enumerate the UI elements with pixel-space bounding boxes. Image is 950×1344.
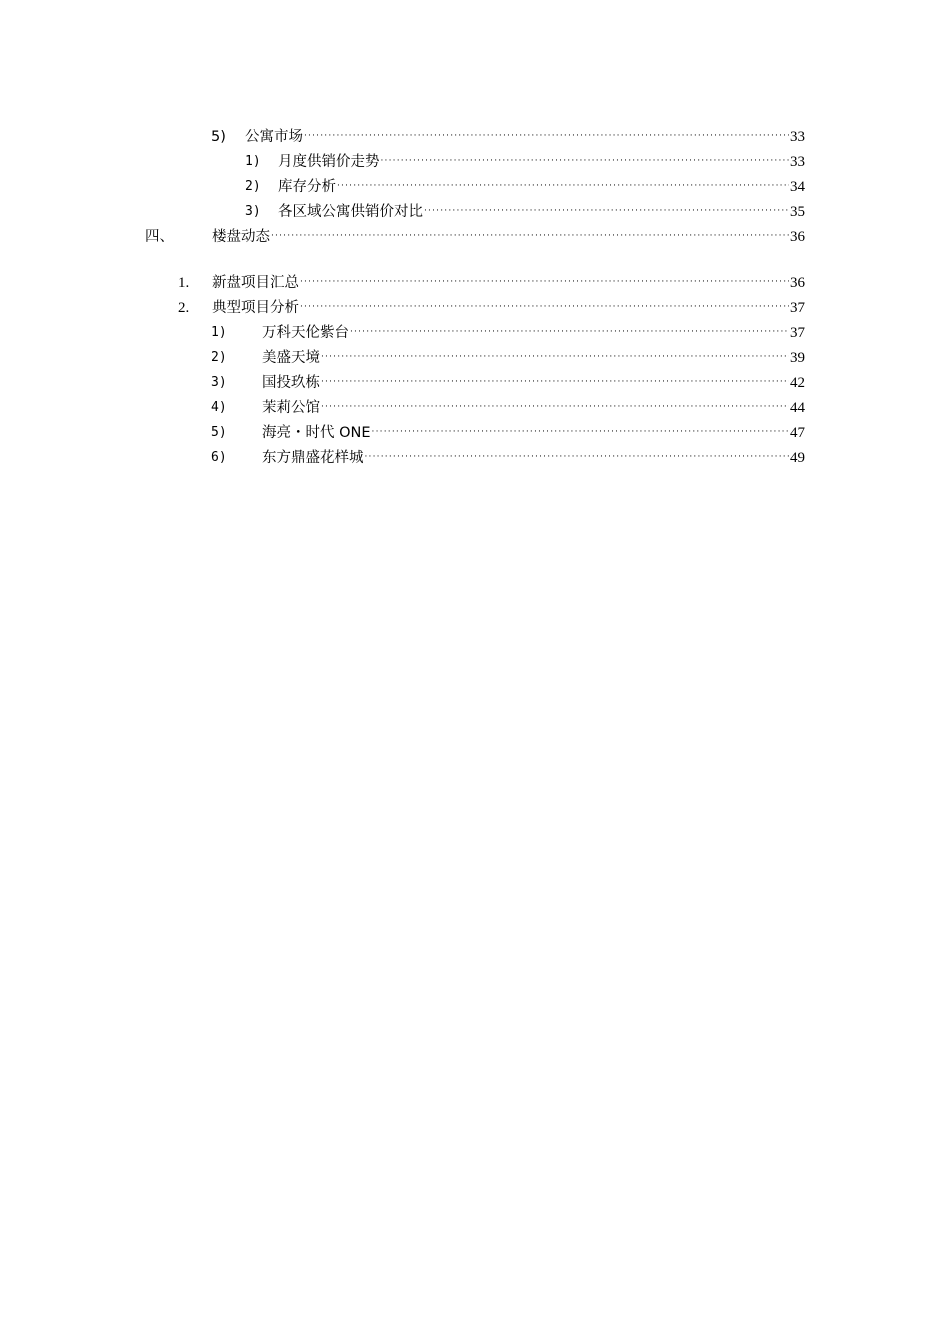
toc-leader (321, 346, 789, 368)
toc-entry[interactable] (0, 297, 950, 319)
toc-page-number: 47 (790, 425, 805, 441)
toc-leader (365, 446, 790, 468)
toc-leader (271, 225, 789, 247)
toc-entry[interactable] (0, 201, 950, 223)
toc-title: 国投玖栋 (262, 375, 320, 391)
toc-marker: 3) (245, 204, 261, 219)
toc-page-number: 44 (790, 400, 805, 416)
toc-page-number: 49 (790, 450, 805, 466)
toc-page-number: 42 (790, 375, 805, 391)
toc-entry[interactable] (0, 347, 950, 369)
toc-leader (304, 125, 789, 147)
toc-entry[interactable] (0, 226, 950, 248)
toc-page-number: 36 (790, 229, 805, 245)
toc-entry[interactable] (0, 126, 950, 148)
toc-page-number: 33 (790, 154, 805, 170)
toc-title: 公寓市场 (245, 129, 303, 145)
toc-marker: 四、 (145, 229, 174, 245)
toc-page-number: 34 (790, 179, 805, 195)
toc-entry[interactable] (0, 422, 950, 444)
toc-leader (381, 150, 790, 172)
toc-entry-body (245, 126, 805, 150)
toc-entry[interactable] (0, 372, 950, 394)
toc-page-number: 36 (790, 275, 805, 291)
toc-title: 新盘项目汇总 (212, 275, 299, 291)
toc-marker: 5) (211, 129, 226, 145)
toc-marker: 2) (211, 350, 227, 365)
toc-page-number: 37 (790, 300, 805, 316)
toc-leader (321, 371, 789, 393)
toc-marker: 3) (211, 375, 227, 390)
toc-marker: 4) (211, 400, 227, 415)
toc-leader (350, 321, 789, 343)
toc-entry-body (278, 201, 805, 225)
toc-entry-body (212, 226, 805, 250)
toc-entry[interactable] (0, 176, 950, 198)
toc-marker: 6) (211, 450, 227, 465)
toc-leader (372, 421, 789, 443)
toc-title: 库存分析 (278, 179, 336, 195)
toc-entry-body (278, 151, 805, 175)
toc-title: 楼盘动态 (212, 229, 270, 245)
toc-page-number: 39 (790, 350, 805, 366)
toc-title: 月度供销价走势 (278, 154, 380, 170)
toc-leader (424, 200, 789, 222)
toc-marker: 5) (211, 425, 227, 440)
toc-leader (321, 396, 789, 418)
toc-title: 美盛天境 (262, 350, 320, 366)
toc-title: 万科天伦紫台 (262, 325, 349, 341)
toc-entry-body (212, 272, 805, 296)
toc-title: 海亮・时代 ONE (262, 425, 371, 441)
toc-entry[interactable] (0, 151, 950, 173)
toc-marker: 1) (245, 154, 261, 169)
toc-marker: 1. (178, 275, 190, 291)
toc-page-number: 35 (790, 204, 805, 220)
toc-entry-body (278, 176, 805, 200)
toc-marker: 2) (245, 179, 261, 194)
toc-entry[interactable] (0, 397, 950, 419)
toc-title: 典型项目分析 (212, 300, 299, 316)
toc-page-number: 37 (790, 325, 805, 341)
toc-entry-body (262, 397, 805, 421)
toc-entry-body (262, 347, 805, 371)
toc-entry-body (212, 297, 805, 321)
toc-leader (300, 296, 789, 318)
toc-entry-body (262, 322, 805, 346)
toc-leader (337, 175, 789, 197)
toc-entry[interactable] (0, 272, 950, 294)
toc-entry-body (262, 372, 805, 396)
toc-marker: 2. (178, 300, 190, 316)
toc-entry-body (262, 447, 805, 471)
toc-title: 各区域公寓供销价对比 (278, 204, 423, 220)
toc-title: 东方鼎盛花样城 (262, 450, 364, 466)
toc-marker: 1) (211, 325, 227, 340)
toc-leader (300, 271, 789, 293)
toc-entry[interactable] (0, 447, 950, 469)
toc-title: 茉莉公馆 (262, 400, 320, 416)
toc-entry[interactable] (0, 322, 950, 344)
toc-page-number: 33 (790, 129, 805, 145)
toc-entry-body (262, 422, 805, 446)
